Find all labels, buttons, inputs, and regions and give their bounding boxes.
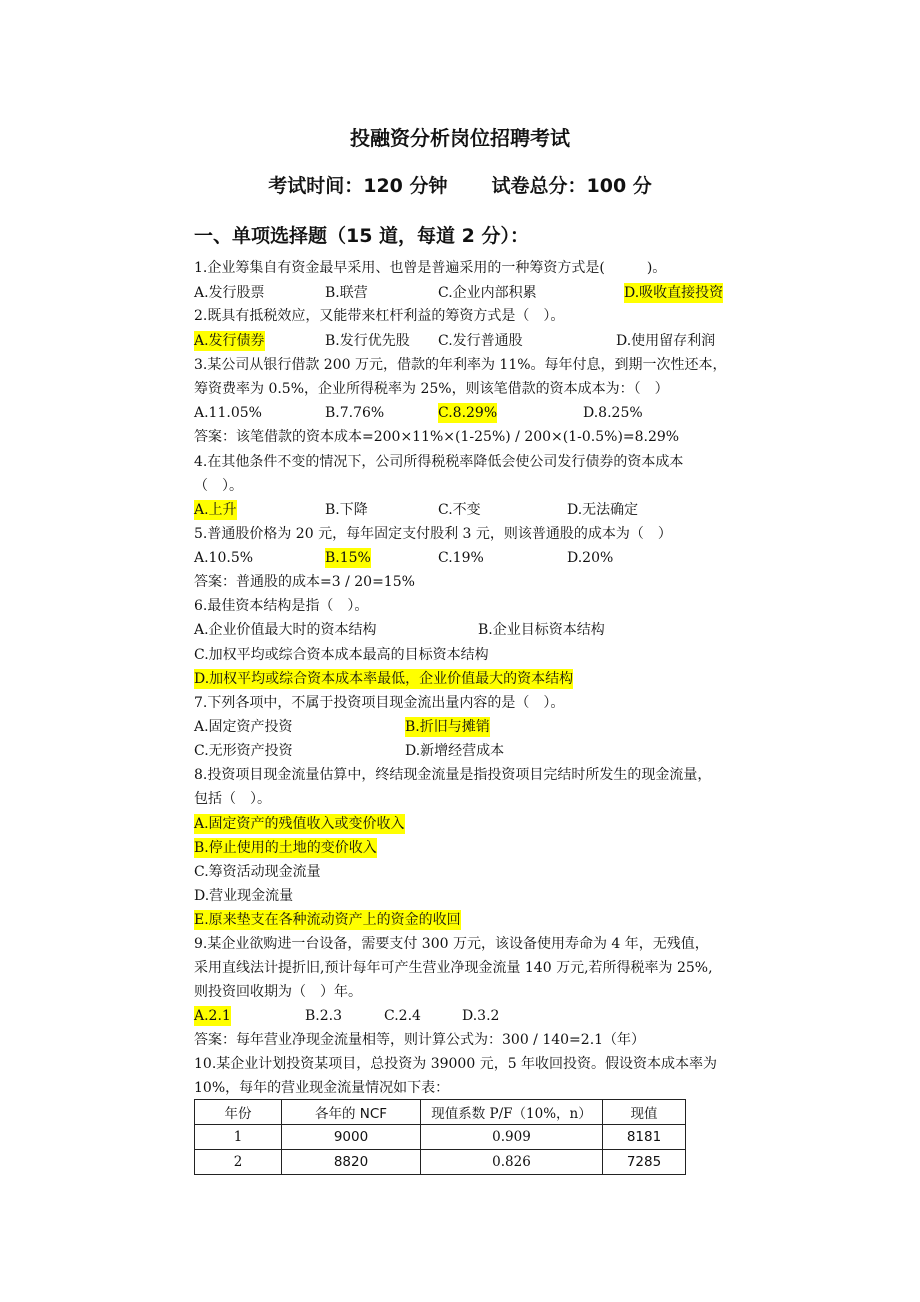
table-cell: 0.909: [421, 1125, 603, 1150]
q8-option-d: D.营业现金流量: [194, 888, 294, 904]
q3-option-b: B.7.76%: [325, 405, 385, 421]
table-cell: 7285: [603, 1150, 686, 1175]
question-4-line-1: 4.在其他条件不变的情况下，公司所得税税率降低会使公司发行债券的资本成本: [194, 454, 684, 470]
q1-option-a: A.发行股票: [194, 285, 265, 301]
table-row: [195, 1125, 686, 1150]
table-cell: 2: [195, 1150, 282, 1175]
q1-option-c: C.企业内部积累: [438, 285, 537, 301]
question-8-line-1: 8.投资项目现金流量估算中，终结现金流量是指投资项目完结时所发生的现金流量，: [194, 767, 712, 783]
table-header-cell: 现值系数 P/F（10%，n）: [421, 1100, 603, 1125]
npv-table: [194, 1099, 686, 1175]
question-10-line-1: 10.某企业计划投资某项目，总投资为 39000 元，5 年收回投资。假设资本成本率为: [194, 1056, 718, 1072]
question-9-line-3: 则投资回收期为（ ）年。: [194, 984, 362, 1000]
question-3-line-1: 3.某公司从银行借款 200 万元，借款的年利率为 11%。每年付息，到期一次性还本，: [194, 357, 727, 373]
table-cell: 8181: [603, 1125, 686, 1150]
table-cell: 0.826: [421, 1150, 603, 1175]
q6-option-b: B.企业目标资本结构: [478, 622, 605, 638]
question-10-line-2: 10%，每年的营业现金流量情况如下表：: [194, 1080, 450, 1096]
q6-option-a: A.企业价值最大时的资本结构: [194, 622, 377, 638]
table-header-cell: 各年的 NCF: [282, 1100, 421, 1125]
q8-option-e-highlighted: E.原来垫支在各种流动资产上的资金的收回: [194, 912, 461, 928]
q5-option-d: D.20%: [567, 550, 614, 566]
table-header-row: [195, 1100, 686, 1125]
question-1: 1.企业筹集自有资金最早采用、也曾是普遍采用的一种筹资方式是( )。: [194, 260, 667, 276]
q7-option-c: C.无形资产投资: [194, 743, 293, 759]
question-5: 5.普通股价格为 20 元，每年固定支付股利 3 元，则该普通股的成本为（ ）: [194, 526, 672, 542]
q9-option-c: C.2.4: [384, 1008, 421, 1024]
q2-option-a-highlighted: A.发行债券: [194, 333, 265, 349]
question-3-line-2: 筹资费率为 0.5%，企业所得税率为 25%，则该笔借款的资本成本为：（ ）: [194, 381, 669, 397]
q5-option-a: A.10.5%: [194, 550, 254, 566]
q8-option-a-highlighted: A.固定资产的残值收入或变价收入: [194, 816, 405, 832]
exam-time: 考试时间：120 分钟: [268, 175, 448, 197]
q3-option-a: A.11.05%: [194, 405, 262, 421]
q1-option-d-highlighted: D.吸收直接投资: [624, 285, 724, 301]
q4-option-d: D.无法确定: [567, 502, 639, 518]
table-cell: 9000: [282, 1125, 421, 1150]
q4-option-b: B.下降: [325, 502, 368, 518]
table-cell: 1: [195, 1125, 282, 1150]
q2-option-b: B.发行优先股: [325, 333, 410, 349]
question-9-line-1: 9.某企业欲购进一台设备，需要支付 300 万元，该设备使用寿命为 4 年，无残值，: [194, 936, 709, 952]
q6-option-d-highlighted: D.加权平均或综合资本成本率最低，企业价值最大的资本结构: [194, 671, 574, 687]
question-4-line-2: （ ）。: [194, 478, 243, 494]
table-header-cell: 年份: [195, 1100, 282, 1125]
question-7: 7.下列各项中，不属于投资项目现金流出量内容的是（ ）。: [194, 695, 565, 711]
q7-option-a: A.固定资产投资: [194, 719, 293, 735]
table-header-cell: 现值: [603, 1100, 686, 1125]
table-row: [195, 1150, 686, 1175]
q9-option-d: D.3.2: [462, 1008, 500, 1024]
q3-option-d: D.8.25%: [583, 405, 643, 421]
q9-option-b: B.2.3: [305, 1008, 343, 1024]
q4-option-c: C.不变: [438, 502, 481, 518]
q9-option-a-highlighted: A.2.1: [194, 1008, 231, 1024]
q6-option-c: C.加权平均或综合资本成本最高的目标资本结构: [194, 647, 489, 663]
q2-option-c: C.发行普通股: [438, 333, 523, 349]
table-cell: 8820: [282, 1150, 421, 1175]
question-2: 2.既具有抵税效应，又能带来杠杆利益的筹资方式是（ ）。: [194, 308, 565, 324]
q7-option-b-highlighted: B.折旧与摊销: [405, 719, 490, 735]
q8-option-c: C.筹资活动现金流量: [194, 864, 321, 880]
question-8-line-2: 包括（ ）。: [194, 791, 271, 807]
q8-option-b-highlighted: B.停止使用的土地的变价收入: [194, 840, 377, 856]
exam-total-score: 试卷总分：100 分: [491, 175, 652, 197]
exam-title: 投融资分析岗位招聘考试: [350, 126, 570, 150]
q7-option-d: D.新增经营成本: [405, 743, 505, 759]
q9-answer: 答案：每年营业净现金流量相等，则计算公式为：300 / 140=2.1（年）: [194, 1032, 646, 1048]
q1-option-b: B.联营: [325, 285, 368, 301]
section-heading: 一、单项选择题（15 道，每道 2 分）：: [194, 225, 530, 247]
question-6: 6.最佳资本结构是指（ ）。: [194, 598, 369, 614]
q3-option-c-highlighted: C.8.29%: [438, 405, 498, 421]
question-9-line-2: 采用直线法计提折旧,预计每年可产生营业净现金流量 140 万元,若所得税率为 25%,: [194, 960, 713, 976]
q4-option-a-highlighted: A.上升: [194, 502, 237, 518]
q5-answer: 答案：普通股的成本=3 / 20=15%: [194, 574, 415, 590]
q5-option-c: C.19%: [438, 550, 484, 566]
exam-meta: [0, 171, 920, 198]
q3-answer: 答案：该笔借款的资本成本=200×11%×(1-25%) / 200×(1-0.5%)=8.29%: [194, 429, 680, 445]
q2-option-d: D.使用留存利润: [616, 333, 716, 349]
q5-option-b-highlighted: B.15%: [325, 550, 371, 566]
